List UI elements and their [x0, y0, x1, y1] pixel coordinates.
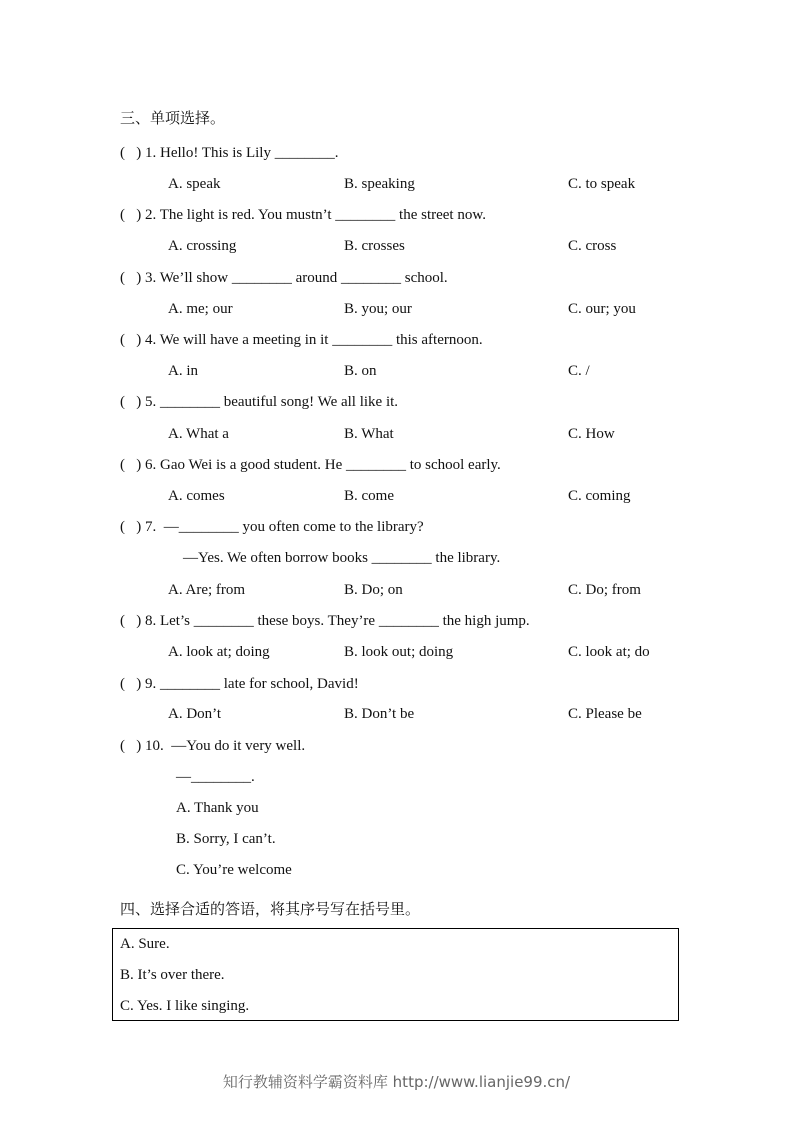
question-9-stem: ( ) 9. ________ late for school, David! [120, 676, 359, 692]
question-6-option-a: A. comes [168, 488, 225, 504]
answer-box [112, 928, 679, 1021]
question-2-option-b: B. crosses [344, 238, 405, 254]
question-7-option-a: A. Are; from [168, 582, 246, 598]
question-5-stem: ( ) 5. ________ beautiful song! We all like it. [120, 394, 399, 410]
question-3-option-b: B. you; our [344, 301, 412, 317]
question-9-option-b: B. Don’t be [344, 706, 415, 722]
question-3-stem: ( ) 3. We’ll show ________ around ________ school. [120, 270, 448, 286]
question-5-option-c: C. How [568, 426, 615, 442]
question-3-option-c: C. our; you [568, 301, 636, 317]
footer-watermark: 知行教辅资料学霸资料库 http://www.lianjie99.cn/ [222, 1073, 571, 1091]
question-8-option-c: C. look at; do [568, 644, 650, 660]
question-10-stem: ( ) 10. —You do it very well. [120, 738, 306, 754]
question-4-option-b: B. on [344, 363, 377, 379]
answer-b: B. It’s over there. [120, 967, 225, 983]
section-4-title: 四、选择合适的答语，将其序号写在括号里。 [120, 900, 421, 918]
question-10-option-b: B. Sorry, I can’t. [176, 831, 276, 847]
question-7-option-c: C. Do; from [568, 582, 641, 598]
question-7-line-2: —Yes. We often borrow books ________ the library. [183, 550, 501, 566]
answer-a: A. Sure. [120, 936, 170, 952]
question-8-option-b: B. look out; doing [344, 644, 454, 660]
question-5-option-a: A. What a [168, 426, 229, 442]
question-2-option-a: A. crossing [168, 238, 237, 254]
question-4-option-c: C. / [568, 363, 590, 379]
question-1-option-a: A. speak [168, 176, 221, 192]
question-2-option-c: C. cross [568, 238, 617, 254]
question-2-stem: ( ) 2. The light is red. You mustn’t ________ the street now. [120, 207, 486, 223]
question-5-option-b: B. What [344, 426, 394, 442]
question-1-option-b: B. speaking [344, 176, 415, 192]
question-10-option-a: A. Thank you [176, 800, 259, 816]
question-8-option-a: A. look at; doing [168, 644, 270, 660]
question-7-stem: ( ) 7. —________ you often come to the library? [120, 519, 424, 535]
question-9-option-c: C. Please be [568, 706, 642, 722]
section-3-title: 三、单项选择。 [120, 109, 226, 127]
question-6-stem: ( ) 6. Gao Wei is a good student. He ________ to school early. [120, 457, 501, 473]
question-6-option-c: C. coming [568, 488, 631, 504]
question-3-option-a: A. me; our [168, 301, 233, 317]
question-4-option-a: A. in [168, 363, 198, 379]
question-10-option-c: C. You’re welcome [176, 862, 292, 878]
question-10-line-2: —________. [176, 769, 255, 785]
question-4-stem: ( ) 4. We will have a meeting in it ________ this afternoon. [120, 332, 483, 348]
answer-c: C. Yes. I like singing. [120, 998, 250, 1014]
question-6-option-b: B. come [344, 488, 394, 504]
question-8-stem: ( ) 8. Let’s ________ these boys. They’re ________ the high jump. [120, 613, 530, 629]
question-1-stem: ( ) 1. Hello! This is Lily ________. [120, 145, 339, 161]
question-7-option-b: B. Do; on [344, 582, 403, 598]
question-1-option-c: C. to speak [568, 176, 636, 192]
question-9-option-a: A. Don’t [168, 706, 222, 722]
